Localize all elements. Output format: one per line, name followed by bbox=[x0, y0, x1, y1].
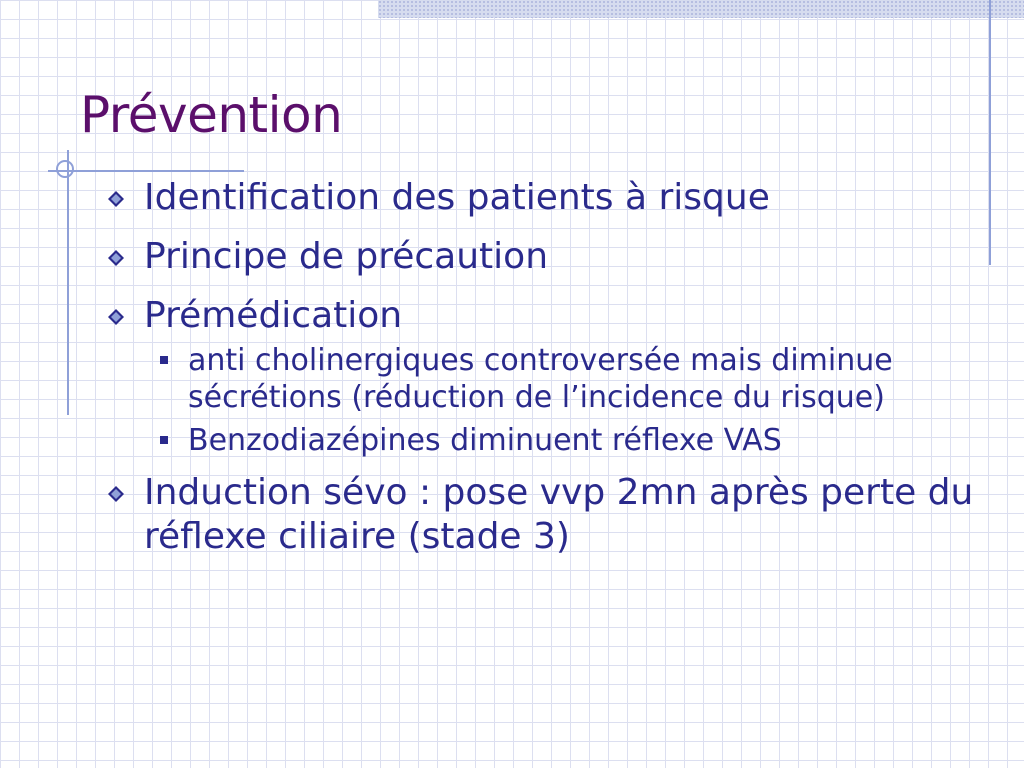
sub-bullet-item bbox=[102, 422, 982, 459]
bullet-text: Induction sévo : pose vvp 2mn après perte du réflexe ciliaire (stade 3) bbox=[144, 472, 974, 557]
diamond-bullet-icon bbox=[108, 191, 124, 207]
bullet-item bbox=[102, 294, 982, 338]
bullet-text: Identification des patients à risque bbox=[144, 177, 770, 218]
diamond-bullet-icon bbox=[108, 486, 124, 502]
bullet-item bbox=[102, 471, 982, 559]
slide-title: Prévention bbox=[80, 86, 343, 144]
diamond-bullet-icon bbox=[108, 309, 124, 325]
bullet-item bbox=[102, 235, 982, 279]
bullet-text: Principe de précaution bbox=[144, 236, 549, 277]
circle-mark-icon bbox=[56, 160, 74, 178]
right-accent-line bbox=[989, 0, 991, 265]
sub-bullet-item bbox=[102, 342, 982, 416]
bullet-text: Prémédication bbox=[144, 295, 403, 336]
bullet-item bbox=[102, 176, 982, 220]
top-decorative-band bbox=[378, 0, 1024, 18]
sub-bullet-text: anti cholinergiques controversée mais diminue sécrétions (réduction de l’incidence du risque) bbox=[188, 343, 893, 415]
square-bullet-icon bbox=[160, 436, 168, 444]
square-bullet-icon bbox=[160, 356, 168, 364]
sub-bullet-text: Benzodiazépines diminuent réflexe VAS bbox=[188, 423, 782, 458]
slide-body bbox=[102, 176, 982, 574]
title-underline bbox=[48, 170, 244, 172]
diamond-bullet-icon bbox=[108, 250, 124, 266]
left-accent-line bbox=[67, 150, 69, 415]
